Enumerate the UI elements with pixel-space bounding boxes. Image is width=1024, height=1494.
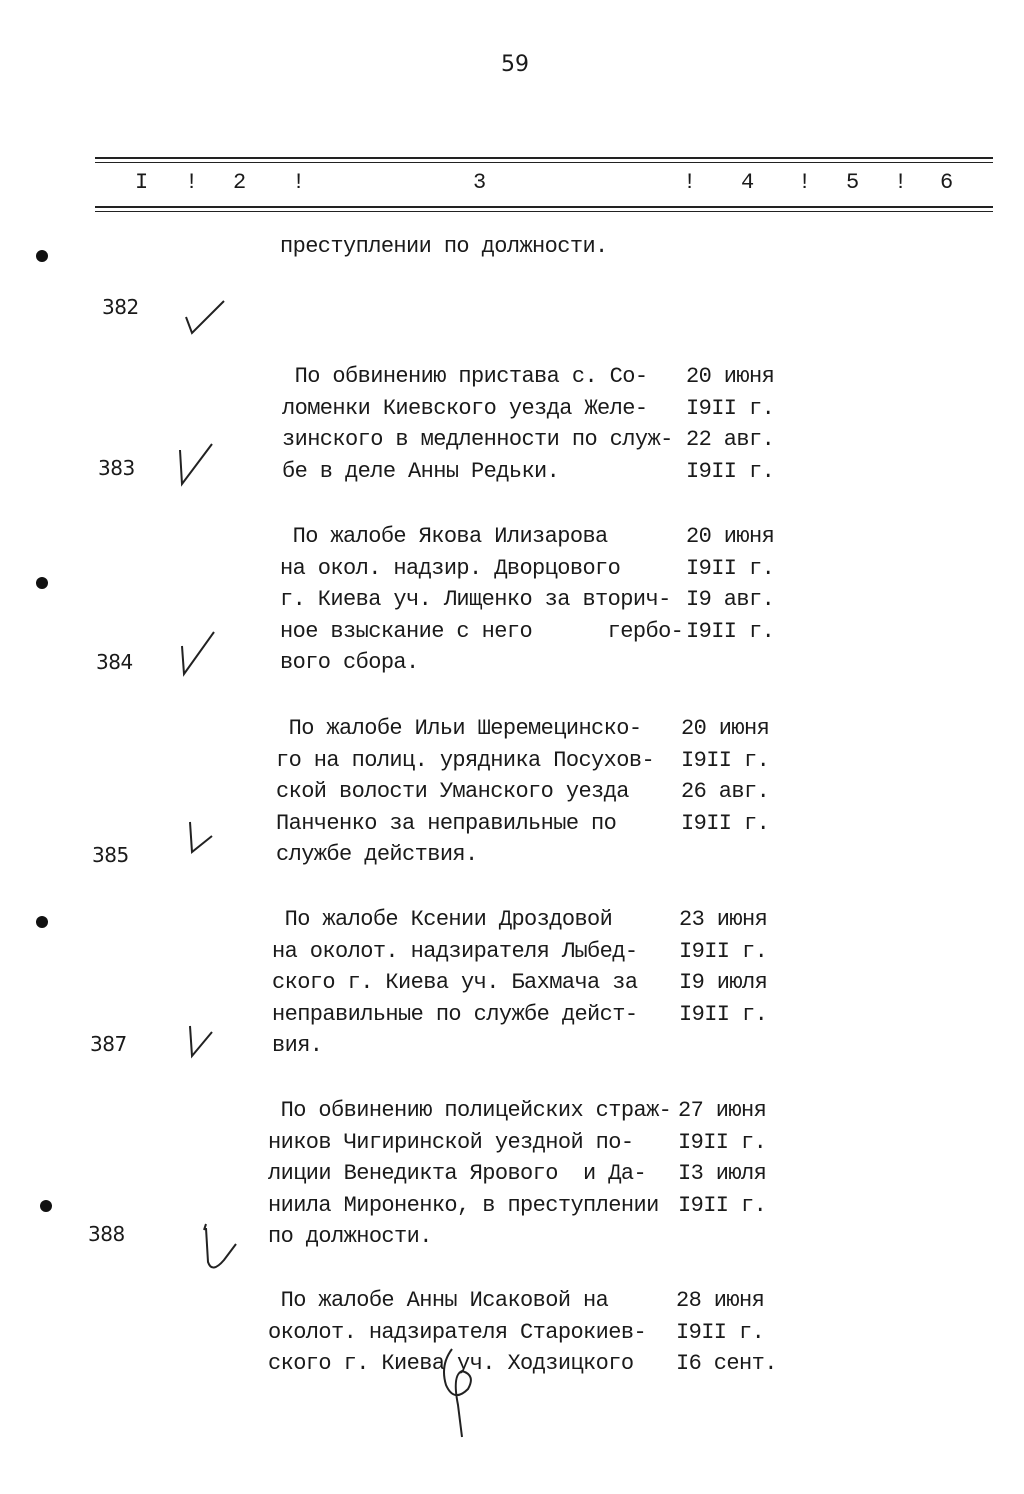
- column-separator: !: [683, 170, 697, 195]
- entry-number: 387: [90, 1032, 127, 1056]
- entry-number: 388: [88, 1222, 125, 1246]
- entry-dates: 20 июня I9II г. 26 авг. I9II г.: [681, 716, 770, 836]
- checkmark-icon: [182, 818, 222, 858]
- entry-description: По жалобе Якова Илизарова на окол. надзир. Дворцового г. Киева уч. Лищенко за вторич- ное взыскание с него гербо- вого сбора.: [280, 524, 684, 675]
- column-header-4: 4: [741, 170, 755, 195]
- column-header-1: I: [135, 170, 149, 195]
- column-separator: !: [894, 170, 908, 195]
- punch-hole: [36, 250, 48, 262]
- column-header-6: 6: [940, 170, 954, 195]
- entry-description: По обвинению полицейских страж- ников Чигиринской уездной по- лиции Венедикта Ярового и Да- ниила Мироненко, в преступлении по должности.: [268, 1098, 672, 1249]
- entry-description: По жалобе Ксении Дроздовой на околот. надзирателя Лыбед- ского г. Киева уч. Бахмача за неправильные по службе дейст- вия.: [272, 907, 638, 1058]
- column-separator: !: [292, 170, 306, 195]
- table-header-row: [0, 170, 1024, 200]
- table-header-top-rule: [95, 157, 993, 159]
- continuation-text: преступлении по должности.: [280, 234, 608, 259]
- column-header-5: 5: [846, 170, 860, 195]
- punch-hole: [36, 916, 48, 928]
- column-header-2: 2: [233, 170, 247, 195]
- entry-dates: 27 июня I9II г. I3 июля I9II г.: [678, 1098, 767, 1218]
- checkmark-icon: [196, 1222, 246, 1274]
- column-header-3: 3: [473, 170, 487, 195]
- checkmark-icon: [172, 440, 222, 490]
- entry-dates: 20 июня I9II г. 22 авг. I9II г.: [686, 364, 775, 484]
- table-header-bottom-rule: [95, 206, 993, 208]
- punch-hole: [40, 1200, 52, 1212]
- entry-dates: 20 июня I9II г. I9 авг. I9II г.: [686, 524, 775, 644]
- checkmark-icon: [174, 628, 224, 680]
- entry-dates: 28 июня I9II г. I6 сент.: [676, 1288, 777, 1376]
- table-header-top-rule-thin: [95, 162, 993, 163]
- entry-dates: 23 июня I9II г. I9 июля I9II г.: [679, 907, 768, 1027]
- entry-number: 385: [92, 843, 129, 867]
- punch-hole: [36, 577, 48, 589]
- entry-number: 383: [98, 456, 135, 480]
- entry-description: По жалобе Анны Исаковой на околот. надзирателя Старокиев- ского г. Киева уч. Ходзицкого: [268, 1288, 647, 1376]
- entry-description: По жалобе Ильи Шеремецинско- го на полиц. урядника Посухов- ской волости Уманского уезда Панченко за неправильные по службе действия.: [276, 716, 655, 867]
- entry-number: 382: [102, 295, 139, 319]
- column-separator: !: [798, 170, 812, 195]
- page-number: 59: [501, 52, 529, 77]
- entry-description: По обвинению пристава с. Со- ломенки Киевского уезда Желе- зинского в медленности по служ- бе в деле Анны Редьки.: [282, 364, 673, 484]
- table-header-bottom-rule-thin: [95, 211, 993, 212]
- checkmark-icon: [180, 295, 230, 340]
- entry-number: 384: [96, 650, 133, 674]
- column-separator: !: [185, 170, 199, 195]
- checkmark-icon: [182, 1022, 222, 1062]
- handwritten-mark-icon: [432, 1345, 492, 1445]
